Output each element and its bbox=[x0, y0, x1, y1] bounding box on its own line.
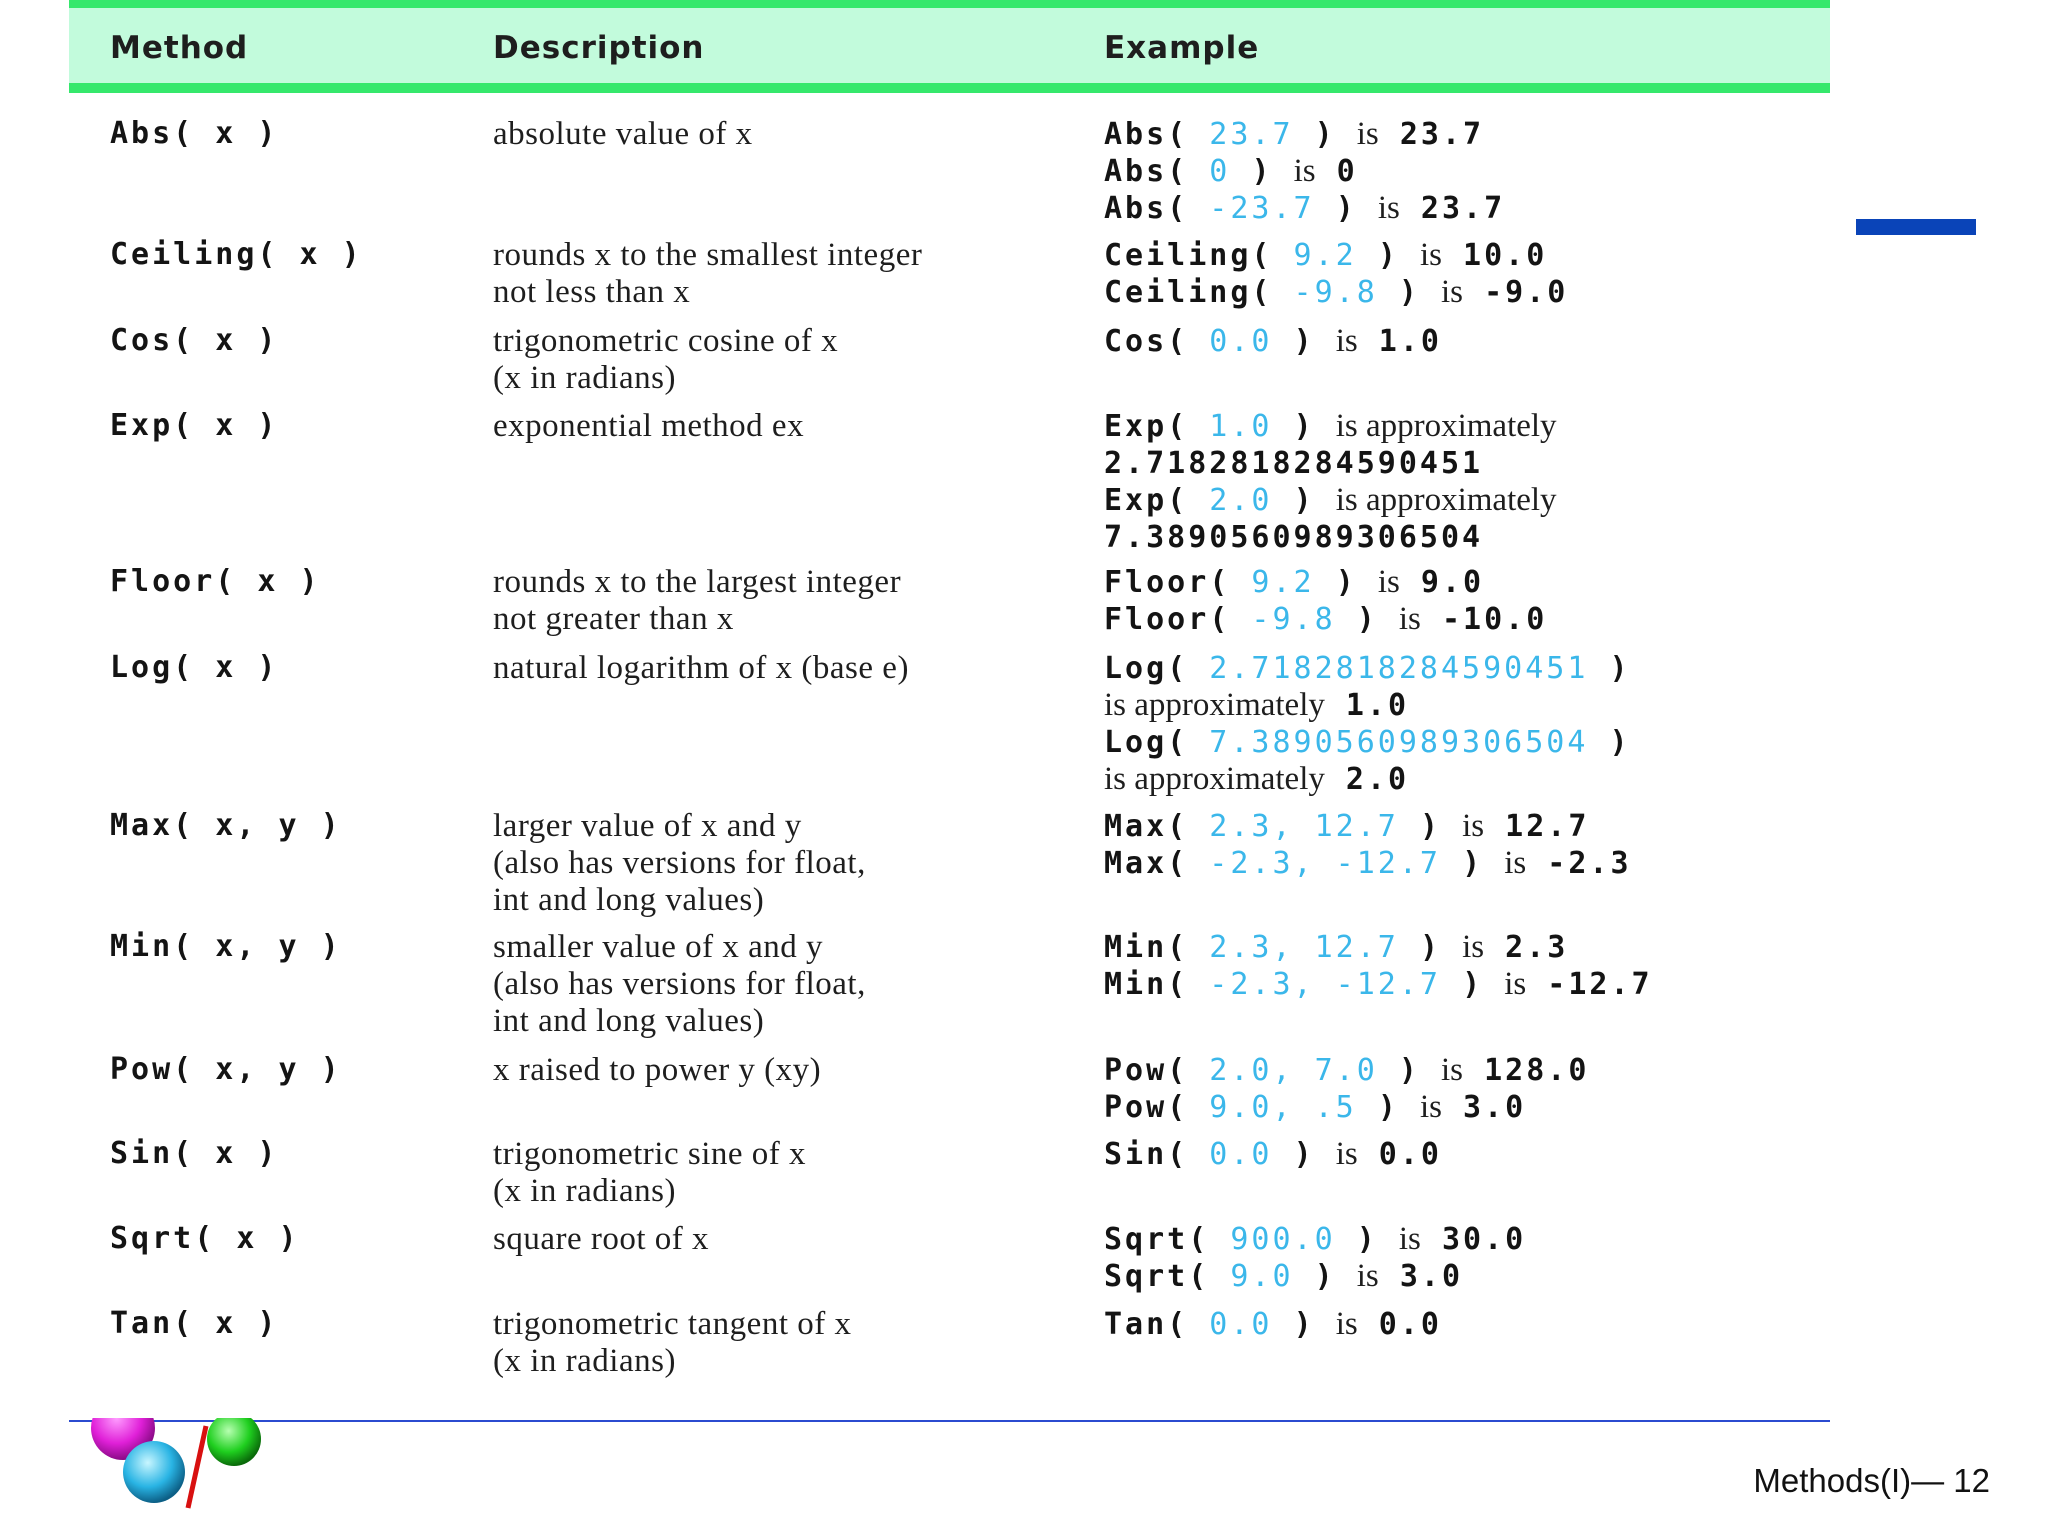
example-line bbox=[1104, 601, 1844, 638]
example-result: 3.0 bbox=[1378, 1259, 1464, 1294]
example-result: 10.0 bbox=[1441, 238, 1548, 273]
example-close-paren: ) bbox=[1293, 324, 1336, 359]
example-line bbox=[1104, 1089, 1844, 1126]
method-signature: Sin( x ) bbox=[110, 1136, 279, 1171]
example-connector: is bbox=[1398, 1221, 1421, 1257]
example-connector: is bbox=[1335, 1306, 1358, 1342]
method-description bbox=[493, 237, 1053, 311]
example-call: Exp( bbox=[1104, 483, 1189, 518]
example-line bbox=[1104, 564, 1844, 601]
example-result: 23.7 bbox=[1378, 117, 1485, 152]
example-close-paren: ) bbox=[1251, 154, 1294, 189]
example-result: 0.0 bbox=[1357, 1307, 1442, 1342]
example-result: 0 bbox=[1315, 154, 1358, 189]
example-arguments: 1.0 bbox=[1188, 409, 1294, 444]
example-close-paren: ) bbox=[1609, 651, 1631, 686]
example-connector: is bbox=[1441, 274, 1464, 310]
method-examples bbox=[1104, 408, 1844, 556]
example-result: 3.0 bbox=[1441, 1090, 1527, 1125]
method-signature: Cos( x ) bbox=[110, 323, 279, 358]
method-examples bbox=[1104, 650, 1844, 798]
example-close-paren: ) bbox=[1356, 602, 1399, 637]
example-connector: is bbox=[1335, 1136, 1358, 1172]
example-connector: is bbox=[1462, 929, 1485, 965]
example-line bbox=[1104, 650, 1844, 687]
example-call: Floor( bbox=[1104, 565, 1231, 600]
example-result: 2.3 bbox=[1484, 930, 1569, 965]
example-connector: is bbox=[1356, 1258, 1379, 1294]
example-arguments: 2.3, 12.7 bbox=[1188, 809, 1420, 844]
method-description bbox=[493, 116, 1053, 153]
example-line bbox=[1104, 274, 1844, 311]
method-signature: Exp( x ) bbox=[110, 408, 279, 443]
description-line: trigonometric tangent of x bbox=[493, 1306, 852, 1342]
example-line bbox=[1104, 323, 1844, 360]
description-line: int and long values) bbox=[493, 882, 765, 918]
method-signature: Floor( x ) bbox=[110, 564, 321, 599]
description-line: smaller value of x and y bbox=[493, 929, 823, 965]
example-arguments: 2.0, 7.0 bbox=[1188, 1053, 1399, 1088]
example-close-paren: ) bbox=[1377, 1090, 1420, 1125]
example-close-paren: ) bbox=[1293, 483, 1336, 518]
example-arguments: 2.3, 12.7 bbox=[1188, 930, 1420, 965]
example-line bbox=[1104, 1221, 1844, 1258]
example-call: Sin( bbox=[1104, 1137, 1189, 1172]
method-description bbox=[493, 1136, 1053, 1210]
method-description bbox=[493, 808, 1053, 919]
example-line bbox=[1104, 687, 1844, 724]
description-line: not less than x bbox=[493, 274, 691, 310]
example-result: 23.7 bbox=[1399, 191, 1506, 226]
example-line bbox=[1104, 153, 1844, 190]
example-call: Pow( bbox=[1104, 1090, 1189, 1125]
example-call: Max( bbox=[1104, 809, 1189, 844]
description-line: exponential method ex bbox=[493, 408, 805, 444]
example-close-paren: ) bbox=[1293, 1137, 1336, 1172]
method-description bbox=[493, 650, 1053, 687]
example-arguments: -9.8 bbox=[1230, 602, 1357, 637]
example-connector: is bbox=[1293, 153, 1316, 189]
example-close-paren: ) bbox=[1293, 409, 1336, 444]
method-signature: Abs( x ) bbox=[110, 116, 279, 151]
example-result: -9.0 bbox=[1463, 275, 1569, 310]
example-call: Abs( bbox=[1104, 117, 1189, 152]
method-signature: Pow( x, y ) bbox=[110, 1052, 342, 1087]
method-examples bbox=[1104, 929, 1844, 1003]
example-call: Abs( bbox=[1104, 154, 1189, 189]
method-examples bbox=[1104, 564, 1844, 638]
description-line: square root of x bbox=[493, 1221, 710, 1257]
example-result: -10.0 bbox=[1420, 602, 1548, 637]
example-close-paren: ) bbox=[1419, 930, 1463, 965]
method-examples bbox=[1104, 808, 1844, 882]
example-line bbox=[1104, 966, 1844, 1003]
example-arguments: -23.7 bbox=[1188, 191, 1336, 226]
example-arguments: 7.3890560989306504 bbox=[1188, 725, 1610, 760]
example-line bbox=[1104, 1136, 1844, 1173]
example-arguments: 9.2 bbox=[1230, 565, 1336, 600]
example-connector: is approximately bbox=[1335, 408, 1557, 444]
example-result: 0.0 bbox=[1357, 1137, 1442, 1172]
example-line bbox=[1104, 445, 1844, 482]
method-examples bbox=[1104, 1052, 1844, 1126]
description-line: (also has versions for float, bbox=[493, 966, 866, 1002]
example-line bbox=[1104, 1052, 1844, 1089]
example-arguments: 2.0 bbox=[1188, 483, 1294, 518]
example-call: Max( bbox=[1104, 846, 1189, 881]
example-arguments: 0.0 bbox=[1188, 1307, 1294, 1342]
description-line: int and long values) bbox=[493, 1003, 765, 1039]
example-connector: is bbox=[1356, 116, 1379, 152]
example-arguments: 0 bbox=[1188, 154, 1252, 189]
description-line: rounds x to the smallest integer bbox=[493, 237, 923, 273]
method-signature: Sqrt( x ) bbox=[110, 1221, 300, 1256]
description-line: trigonometric cosine of x bbox=[493, 323, 839, 359]
example-call: Sqrt( bbox=[1104, 1259, 1210, 1294]
example-arguments: 900.0 bbox=[1209, 1222, 1357, 1257]
example-call: Min( bbox=[1104, 930, 1189, 965]
example-call: Tan( bbox=[1104, 1307, 1189, 1342]
example-connector: is bbox=[1377, 190, 1400, 226]
method-signature: Max( x, y ) bbox=[110, 808, 342, 843]
example-close-paren: ) bbox=[1419, 809, 1463, 844]
page-number-label: Methods(I)— 12 bbox=[1753, 1462, 1990, 1499]
method-signature: Tan( x ) bbox=[110, 1306, 279, 1341]
example-result: 1.0 bbox=[1357, 324, 1442, 359]
description-line: trigonometric sine of x bbox=[493, 1136, 807, 1172]
method-examples bbox=[1104, 323, 1844, 360]
description-line: absolute value of x bbox=[493, 116, 753, 152]
example-arguments: 23.7 bbox=[1188, 117, 1315, 152]
example-line bbox=[1104, 845, 1844, 882]
example-line bbox=[1104, 237, 1844, 274]
example-arguments: -2.3, -12.7 bbox=[1188, 846, 1463, 881]
method-examples bbox=[1104, 1306, 1844, 1343]
example-call: Pow( bbox=[1104, 1053, 1189, 1088]
example-call: Log( bbox=[1104, 725, 1189, 760]
method-examples bbox=[1104, 1136, 1844, 1173]
example-result: -2.3 bbox=[1526, 846, 1632, 881]
example-close-paren: ) bbox=[1462, 967, 1505, 1002]
method-description bbox=[493, 323, 1053, 397]
example-close-paren: ) bbox=[1314, 117, 1357, 152]
description-line: larger value of x and y bbox=[493, 808, 802, 844]
colored-balls-logo-icon bbox=[88, 1418, 268, 1518]
example-call: Sqrt( bbox=[1104, 1222, 1210, 1257]
example-close-paren: ) bbox=[1609, 725, 1631, 760]
example-line bbox=[1104, 519, 1844, 556]
description-line: (x in radians) bbox=[493, 360, 676, 396]
example-line bbox=[1104, 1258, 1844, 1295]
method-description bbox=[493, 929, 1053, 1040]
example-line bbox=[1104, 808, 1844, 845]
example-result: 30.0 bbox=[1420, 1222, 1527, 1257]
example-line bbox=[1104, 929, 1844, 966]
example-arguments: -9.8 bbox=[1272, 275, 1399, 310]
example-call: Log( bbox=[1104, 651, 1189, 686]
example-arguments: 9.0 bbox=[1209, 1259, 1315, 1294]
example-close-paren: ) bbox=[1462, 846, 1505, 881]
example-arguments: 0.0 bbox=[1188, 1137, 1294, 1172]
method-description bbox=[493, 564, 1053, 638]
description-line: not greater than x bbox=[493, 601, 734, 637]
example-close-paren: ) bbox=[1398, 275, 1441, 310]
example-connector: is bbox=[1377, 564, 1400, 600]
method-description bbox=[493, 1306, 1053, 1380]
example-call: Exp( bbox=[1104, 409, 1189, 444]
example-arguments: 9.2 bbox=[1272, 238, 1378, 273]
example-connector: is bbox=[1398, 601, 1421, 637]
method-description bbox=[493, 408, 1053, 445]
example-result: 1.0 bbox=[1324, 688, 1410, 723]
example-connector: is bbox=[1504, 845, 1527, 881]
accent-bar bbox=[1856, 219, 1976, 235]
method-signature: Min( x, y ) bbox=[110, 929, 342, 964]
example-close-paren: ) bbox=[1335, 191, 1378, 226]
example-arguments: 9.0, .5 bbox=[1188, 1090, 1378, 1125]
example-call: Ceiling( bbox=[1104, 238, 1273, 273]
example-call: Min( bbox=[1104, 967, 1189, 1002]
example-line bbox=[1104, 116, 1844, 153]
example-arguments: 2.7182818284590451 bbox=[1188, 651, 1610, 686]
example-connector: is bbox=[1441, 1052, 1464, 1088]
example-connector: is approximately bbox=[1104, 761, 1325, 797]
example-result: 128.0 bbox=[1463, 1053, 1590, 1088]
header-method: Method bbox=[110, 30, 249, 66]
example-connector: is bbox=[1462, 808, 1485, 844]
description-line: (also has versions for float, bbox=[493, 845, 866, 881]
example-line bbox=[1104, 1306, 1844, 1343]
example-call: Cos( bbox=[1104, 324, 1189, 359]
example-connector: is bbox=[1504, 966, 1527, 1002]
example-connector: is approximately bbox=[1335, 482, 1557, 518]
example-connector: is bbox=[1419, 1089, 1442, 1125]
table-header bbox=[69, 0, 1830, 93]
example-close-paren: ) bbox=[1398, 1053, 1441, 1088]
bottom-rule bbox=[69, 1420, 1830, 1422]
description-line: (x in radians) bbox=[493, 1343, 676, 1379]
method-description bbox=[493, 1221, 1053, 1258]
example-result: 9.0 bbox=[1399, 565, 1485, 600]
description-line: natural logarithm of x (base e) bbox=[493, 650, 909, 686]
example-line bbox=[1104, 482, 1844, 519]
example-result: 2.7182818284590451 bbox=[1104, 446, 1484, 481]
description-line: x raised to power y (xy) bbox=[493, 1052, 822, 1088]
example-connector: is approximately bbox=[1104, 687, 1325, 723]
example-line bbox=[1104, 408, 1844, 445]
method-signature: Ceiling( x ) bbox=[110, 237, 363, 272]
description-line: (x in radians) bbox=[493, 1173, 676, 1209]
example-line bbox=[1104, 761, 1844, 798]
example-connector: is bbox=[1419, 237, 1442, 273]
example-result: 12.7 bbox=[1484, 809, 1590, 844]
method-examples bbox=[1104, 116, 1844, 227]
example-arguments: -2.3, -12.7 bbox=[1188, 967, 1463, 1002]
example-call: Ceiling( bbox=[1104, 275, 1273, 310]
example-result: 2.0 bbox=[1324, 762, 1410, 797]
example-call: Floor( bbox=[1104, 602, 1231, 637]
example-close-paren: ) bbox=[1356, 1222, 1399, 1257]
example-close-paren: ) bbox=[1335, 565, 1378, 600]
example-arguments: 0.0 bbox=[1188, 324, 1294, 359]
example-close-paren: ) bbox=[1314, 1259, 1357, 1294]
method-examples bbox=[1104, 237, 1844, 311]
method-description bbox=[493, 1052, 1053, 1089]
example-connector: is bbox=[1335, 323, 1358, 359]
example-result: 7.3890560989306504 bbox=[1104, 520, 1484, 555]
description-line: rounds x to the largest integer bbox=[493, 564, 902, 600]
example-result: -12.7 bbox=[1526, 967, 1653, 1002]
header-description: Description bbox=[493, 30, 705, 66]
example-line bbox=[1104, 190, 1844, 227]
header-example: Example bbox=[1104, 30, 1260, 66]
example-call: Abs( bbox=[1104, 191, 1189, 226]
example-line bbox=[1104, 724, 1844, 761]
example-close-paren: ) bbox=[1377, 238, 1420, 273]
method-examples bbox=[1104, 1221, 1844, 1295]
example-close-paren: ) bbox=[1293, 1307, 1336, 1342]
method-signature: Log( x ) bbox=[110, 650, 279, 685]
